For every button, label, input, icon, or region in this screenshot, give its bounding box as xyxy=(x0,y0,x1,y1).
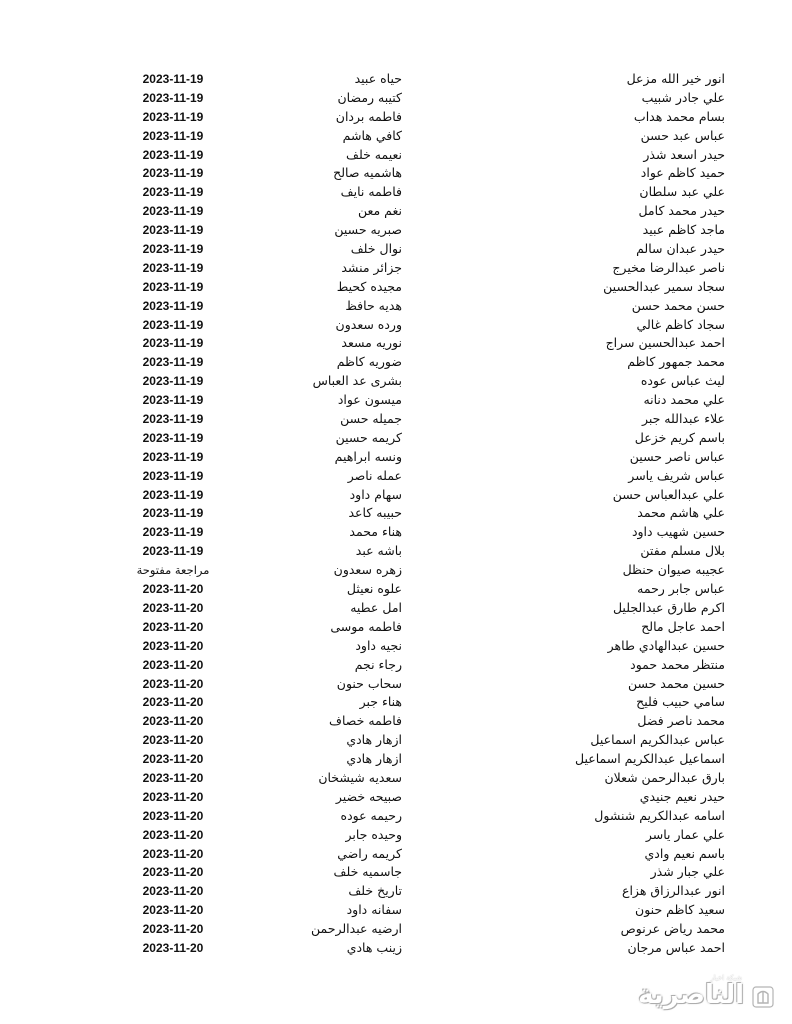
person-name: اكرم طارق عبدالجليل xyxy=(612,599,725,615)
mother-name: مجيده كحيط xyxy=(336,278,402,294)
mother-name: زهره سعدون xyxy=(333,562,402,578)
table-row xyxy=(0,183,792,202)
mother-name: زينب هادي xyxy=(346,939,402,955)
table-row xyxy=(0,826,792,845)
table-row xyxy=(0,297,792,316)
mother-name: ضوريه كاظم xyxy=(336,354,402,370)
appointment-date: 2023-11-19 xyxy=(142,317,204,332)
table-row xyxy=(0,278,792,297)
appointment-date: 2023-11-20 xyxy=(142,752,204,767)
appointment-date: 2023-11-20 xyxy=(142,808,204,823)
mother-name: صبيحه خضير xyxy=(335,788,402,804)
mother-name: سحاب حنون xyxy=(336,675,402,691)
appointment-date: 2023-11-19 xyxy=(142,298,204,313)
appointment-date: 2023-11-19 xyxy=(142,449,204,464)
person-name: باسم كريم خزعل xyxy=(634,429,725,445)
mother-name: رحيمه عوده xyxy=(340,807,402,823)
appointment-date: 2023-11-20 xyxy=(142,638,204,653)
person-name: باسم نعيم وادي xyxy=(644,845,725,861)
table-row xyxy=(0,221,792,240)
table-row xyxy=(0,807,792,826)
table-row xyxy=(0,523,792,542)
mother-name: سعديه شيشخان xyxy=(318,769,402,785)
table-row xyxy=(0,863,792,882)
person-name: حسن محمد حسن xyxy=(631,297,725,313)
appointment-date: 2023-11-19 xyxy=(142,393,204,408)
table-row xyxy=(0,845,792,864)
table-row xyxy=(0,127,792,146)
person-name: احمد عبدالحسين سراج xyxy=(605,335,725,351)
mother-name: فاطمه خصاف xyxy=(329,713,402,729)
person-name: انور خير الله مزعل xyxy=(626,71,725,86)
person-name: علي عمار ياسر xyxy=(645,826,725,842)
names-table xyxy=(0,70,792,958)
table-row xyxy=(0,202,792,221)
table-row xyxy=(0,731,792,750)
appointment-date: 2023-11-19 xyxy=(142,147,204,162)
person-name: احمد عباس مرجان xyxy=(627,939,725,955)
person-name: حسين شهيب داود xyxy=(631,524,725,540)
table-row xyxy=(0,712,792,731)
mother-name: هناء محمد xyxy=(349,524,402,540)
appointment-date: 2023-11-19 xyxy=(142,525,204,540)
appointment-date: 2023-11-19 xyxy=(142,185,204,200)
table-row xyxy=(0,429,792,448)
person-name: بلال مسلم مفتن xyxy=(640,543,725,559)
table-row xyxy=(0,750,792,769)
person-name: حيدر اسعد شذر xyxy=(643,146,725,162)
person-name: علي جبار شذر xyxy=(650,864,725,880)
mother-name: حياه عبيد xyxy=(354,71,402,86)
table-row xyxy=(0,656,792,675)
person-name: ليث عباس عوده xyxy=(640,373,725,389)
table-row xyxy=(0,901,792,920)
person-name: اسامه عبدالكريم شنشول xyxy=(594,807,725,823)
table-row xyxy=(0,561,792,580)
appointment-date: 2023-11-19 xyxy=(142,430,204,445)
watermark-small-text: شبكة اخبار xyxy=(710,974,742,982)
mother-name: ازهار هادي xyxy=(346,732,402,748)
person-name: حيدر محمد كامل xyxy=(638,203,725,219)
person-name: علي محمد دنانه xyxy=(643,392,725,408)
appointment-date: 2023-11-20 xyxy=(142,600,204,615)
mother-name: سهام داود xyxy=(349,486,402,502)
appointment-date: 2023-11-19 xyxy=(142,109,204,124)
person-name: علي هاشم محمد xyxy=(637,505,725,521)
appointment-date: 2023-11-20 xyxy=(142,884,204,899)
mother-name: ميسون عواد xyxy=(337,392,402,408)
appointment-date: 2023-11-19 xyxy=(142,412,204,427)
mother-name: باشه عبد xyxy=(355,543,402,559)
appointment-date: 2023-11-19 xyxy=(142,336,204,351)
person-name: حميد كاظم عواد xyxy=(640,165,725,181)
table-row xyxy=(0,410,792,429)
table-row xyxy=(0,334,792,353)
table-row xyxy=(0,316,792,335)
mother-name: كريمه حسين xyxy=(335,429,402,445)
mother-name: ونسه ابراهيم xyxy=(334,448,402,464)
mother-name: هديه حافظ xyxy=(345,297,402,313)
appointment-date: 2023-11-20 xyxy=(142,789,204,804)
mother-name: عمله ناصر xyxy=(347,467,402,483)
appointment-date: 2023-11-19 xyxy=(142,468,204,483)
appointment-date: 2023-11-19 xyxy=(142,260,204,275)
mother-name: امل عطيه xyxy=(350,599,402,615)
person-name: اسماعيل عبدالكريم اسماعيل xyxy=(575,751,725,767)
appointment-date: 2023-11-20 xyxy=(142,922,204,937)
table-row xyxy=(0,448,792,467)
appointment-date: 2023-11-19 xyxy=(142,544,204,559)
mother-name: نوريه مسعد xyxy=(341,335,402,351)
mother-name: فاطمه بردان xyxy=(335,108,402,124)
mother-name: جاسميه خلف xyxy=(333,864,402,880)
appointment-date: 2023-11-20 xyxy=(142,903,204,918)
mother-name: وحيده جابر xyxy=(345,826,402,842)
mother-name: كافي هاشم xyxy=(342,127,402,143)
person-name: سجاد كاظم غالي xyxy=(636,316,725,332)
person-name: علي عبد سلطان xyxy=(639,184,725,200)
person-name: سجاد سمير عبدالحسين xyxy=(603,278,725,294)
person-name: محمد رياض عرنوص xyxy=(620,921,725,937)
appointment-date: 2023-11-20 xyxy=(142,770,204,785)
person-name: حيدر عبدان سالم xyxy=(636,241,725,257)
table-row xyxy=(0,675,792,694)
mother-name: صبريه حسين xyxy=(334,222,402,238)
mother-name: ورده سعدون xyxy=(335,316,402,332)
table-row xyxy=(0,372,792,391)
appointment-date: 2023-11-20 xyxy=(142,733,204,748)
mother-name: علوه نعيثل xyxy=(346,581,402,597)
lamp-logo-icon xyxy=(750,984,776,1010)
appointment-date: مراجعة مفتوحة xyxy=(136,563,210,578)
appointment-date: 2023-11-20 xyxy=(142,846,204,861)
table-row xyxy=(0,486,792,505)
person-name: سامي حبيب فليح xyxy=(636,694,725,710)
mother-name: رجاء نجم xyxy=(354,656,402,672)
person-name: احمد عاجل مالح xyxy=(641,618,725,634)
appointment-date: 2023-11-19 xyxy=(142,374,204,389)
person-name: سعيد كاظم حنون xyxy=(635,902,725,918)
table-row xyxy=(0,920,792,939)
table-row xyxy=(0,467,792,486)
table-row xyxy=(0,146,792,165)
appointment-date: 2023-11-20 xyxy=(142,865,204,880)
table-row xyxy=(0,939,792,958)
mother-name: سفانه داود xyxy=(346,902,402,918)
table-row xyxy=(0,769,792,788)
person-name: عباس عبد حسن xyxy=(640,127,725,143)
table-row xyxy=(0,882,792,901)
appointment-date: 2023-11-20 xyxy=(142,940,204,955)
mother-name: هناء جبر xyxy=(359,694,402,710)
table-row xyxy=(0,580,792,599)
table-row xyxy=(0,618,792,637)
mother-name: ارضيه عبدالرحمن xyxy=(310,921,402,937)
person-name: محمد ناصر فضل xyxy=(637,713,725,729)
person-name: حسين عبدالهادي طاهر xyxy=(607,637,725,653)
appointment-date: 2023-11-20 xyxy=(142,657,204,672)
mother-name: جزائر منشد xyxy=(341,259,402,275)
appointment-date: 2023-11-20 xyxy=(142,695,204,710)
appointment-date: 2023-11-20 xyxy=(142,827,204,842)
appointment-date: 2023-11-19 xyxy=(142,355,204,370)
appointment-date: 2023-11-19 xyxy=(142,128,204,143)
table-row xyxy=(0,693,792,712)
person-name: عباس شريف ياسر xyxy=(628,467,725,483)
mother-name: كريمه راضي xyxy=(337,845,402,861)
watermark-logo xyxy=(638,974,778,1016)
mother-name: نعيمه خلف xyxy=(346,146,402,162)
table-row xyxy=(0,259,792,278)
table-row xyxy=(0,353,792,372)
table-row xyxy=(0,108,792,127)
appointment-date: 2023-11-19 xyxy=(142,279,204,294)
mother-name: ازهار هادي xyxy=(346,751,402,767)
appointment-date: 2023-11-19 xyxy=(142,166,204,181)
person-name: علي عبدالعباس حسن xyxy=(612,486,725,502)
mother-name: كتيبه رمضان xyxy=(337,89,402,105)
person-name: بسام محمد هداب xyxy=(633,108,725,124)
appointment-date: 2023-11-19 xyxy=(142,90,204,105)
mother-name: فاطمه موسى xyxy=(330,618,402,634)
appointment-date: 2023-11-19 xyxy=(142,506,204,521)
table-row xyxy=(0,599,792,618)
person-name: منتظر محمد حمود xyxy=(630,656,725,672)
appointment-date: 2023-11-19 xyxy=(142,487,204,502)
mother-name: تاريخ خلف xyxy=(348,883,402,899)
watermark-main-text: الناصرية xyxy=(638,980,744,1010)
appointment-date: 2023-11-19 xyxy=(142,242,204,257)
table-row xyxy=(0,70,792,89)
person-name: علاء عبدالله جبر xyxy=(641,411,725,427)
mother-name: حبيبه كاعد xyxy=(348,505,402,521)
appointment-date: 2023-11-20 xyxy=(142,714,204,729)
appointment-date: 2023-11-20 xyxy=(142,619,204,634)
person-name: انور عبدالرزاق هزاع xyxy=(622,883,725,899)
person-name: حيدر نعيم جنيدي xyxy=(639,788,725,804)
person-name: ماجد كاظم عبيد xyxy=(642,222,725,238)
table-row xyxy=(0,89,792,108)
table-row xyxy=(0,542,792,561)
table-row xyxy=(0,788,792,807)
person-name: عباس جابر رحمه xyxy=(637,581,725,597)
person-name: علي جادر شبيب xyxy=(641,89,725,105)
appointment-date: 2023-11-19 xyxy=(142,72,204,86)
person-name: محمد جمهور كاظم xyxy=(627,354,725,370)
appointment-date: 2023-11-19 xyxy=(142,223,204,238)
person-name: عباس ناصر حسين xyxy=(629,448,725,464)
person-name: ناصر عبدالرضا مخيرج xyxy=(612,259,725,275)
person-name: بارق عبدالرحمن شعلان xyxy=(604,769,725,785)
table-row xyxy=(0,240,792,259)
mother-name: فاطمه نايف xyxy=(340,184,402,200)
mother-name: بشرى عد العباس xyxy=(312,373,402,389)
appointment-date: 2023-11-20 xyxy=(142,582,204,597)
table-row xyxy=(0,164,792,183)
mother-name: نجيه داود xyxy=(355,637,402,653)
table-row xyxy=(0,504,792,523)
mother-name: جميله حسن xyxy=(340,411,402,427)
person-name: عباس عبدالكريم اسماعيل xyxy=(590,732,725,748)
table-row xyxy=(0,391,792,410)
mother-name: نوال خلف xyxy=(350,241,402,257)
mother-name: هاشميه صالح xyxy=(333,165,402,181)
appointment-date: 2023-11-20 xyxy=(142,676,204,691)
appointment-date: 2023-11-19 xyxy=(142,204,204,219)
person-name: عجيبه صيوان حنظل xyxy=(622,562,725,578)
mother-name: نغم معن xyxy=(357,203,402,219)
table-row xyxy=(0,637,792,656)
person-name: حسين محمد حسن xyxy=(627,675,725,691)
